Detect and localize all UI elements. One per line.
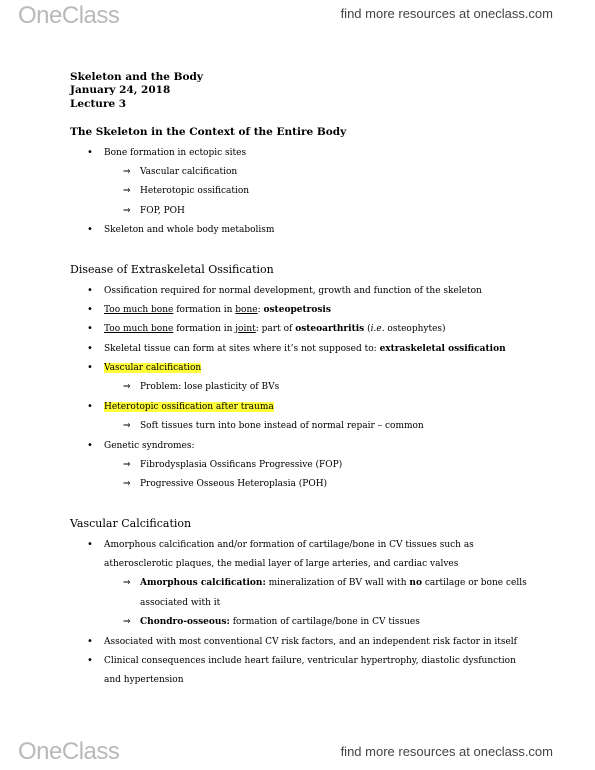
list-item-continuation: atherosclerotic plaques, the medial layer of large arteries, and cardiac valves	[104, 559, 459, 569]
list-item: ⇒ Progressive Osseous Heteroplasia (POH)	[123, 479, 328, 489]
arrow-icon: ⇒	[123, 382, 131, 392]
list-item: ⇒ Amorphous calcification: mineralization of BV wall with no cartilage or bone cells	[123, 578, 527, 588]
page-header	[0, 0, 595, 30]
highlighted-text: Vascular calcification	[104, 363, 202, 373]
document-date: January 24, 2018	[70, 84, 171, 96]
list-item: • Associated with most conventional CV risk factors, and an independent risk factor in itself	[104, 636, 517, 648]
list-item: ⇒ Vascular calcification	[123, 167, 238, 177]
list-item: ⇒ Heterotopic ossification	[123, 186, 250, 196]
oneclass-logo-footer[interactable]: OneClass	[18, 738, 120, 765]
list-item: • Skeleton and whole body metabolism	[104, 224, 274, 236]
footer-resources-link[interactable]: find more resources at oneclass.com	[340, 744, 553, 759]
list-item: • Ossification required for normal development, growth and function of the skeleton	[104, 285, 482, 297]
list-item	[104, 362, 201, 374]
list-item-continuation: and hypertension	[104, 675, 184, 685]
arrow-icon: ⇒	[123, 617, 131, 627]
list-item: • Too much bone formation in bone: osteopetrosis	[104, 304, 331, 316]
list-item: • Bone formation in ectopic sites	[104, 147, 246, 159]
highlighted-text: Heterotopic ossification after trauma	[104, 402, 274, 412]
list-item	[104, 401, 274, 413]
list-item: ⇒ Chondro-osseous: formation of cartilage/bone in CV tissues	[123, 617, 420, 627]
list-item: • Skeletal tissue can form at sites where it’s not supposed to: extraskeletal ossification	[104, 343, 506, 355]
list-item-continuation: associated with it	[140, 598, 221, 608]
list-item: • Too much bone formation in joint: part of osteoarthritis (i.e. osteophytes)	[104, 323, 446, 335]
document-lecture: Lecture 3	[70, 98, 127, 110]
arrow-icon: ⇒	[123, 421, 131, 431]
arrow-icon: ⇒	[123, 206, 131, 216]
section-heading-extraskeletal: Disease of Extraskeletal Ossification	[70, 263, 274, 276]
list-item: ⇒ Fibrodysplasia Ossificans Progressive (FOP)	[123, 460, 343, 470]
arrow-icon: ⇒	[123, 167, 131, 177]
header-resources-link[interactable]: find more resources at oneclass.com	[340, 6, 553, 21]
arrow-icon: ⇒	[123, 460, 131, 470]
section-heading-vascular-calcification: Vascular Calcification	[70, 517, 192, 530]
arrow-icon: ⇒	[123, 479, 131, 489]
list-item: • Amorphous calcification and/or formation of cartilage/bone in CV tissues such as	[104, 539, 474, 551]
list-item: • Clinical consequences include heart failure, ventricular hypertrophy, diastolic dysfunction	[104, 655, 516, 667]
arrow-icon: ⇒	[123, 186, 131, 196]
list-item: ⇒ FOP, POH	[123, 206, 185, 216]
list-item: ⇒ Problem: lose plasticity of BVs	[123, 382, 280, 392]
arrow-icon: ⇒	[123, 578, 131, 588]
oneclass-logo[interactable]: OneClass	[18, 2, 120, 29]
section-heading-skeleton-context: The Skeleton in the Context of the Entire Body	[70, 126, 347, 138]
list-item: • Genetic syndromes:	[104, 440, 195, 452]
list-item: ⇒ Soft tissues turn into bone instead of normal repair – common	[123, 421, 424, 431]
document-title: Skeleton and the Body	[70, 71, 203, 83]
